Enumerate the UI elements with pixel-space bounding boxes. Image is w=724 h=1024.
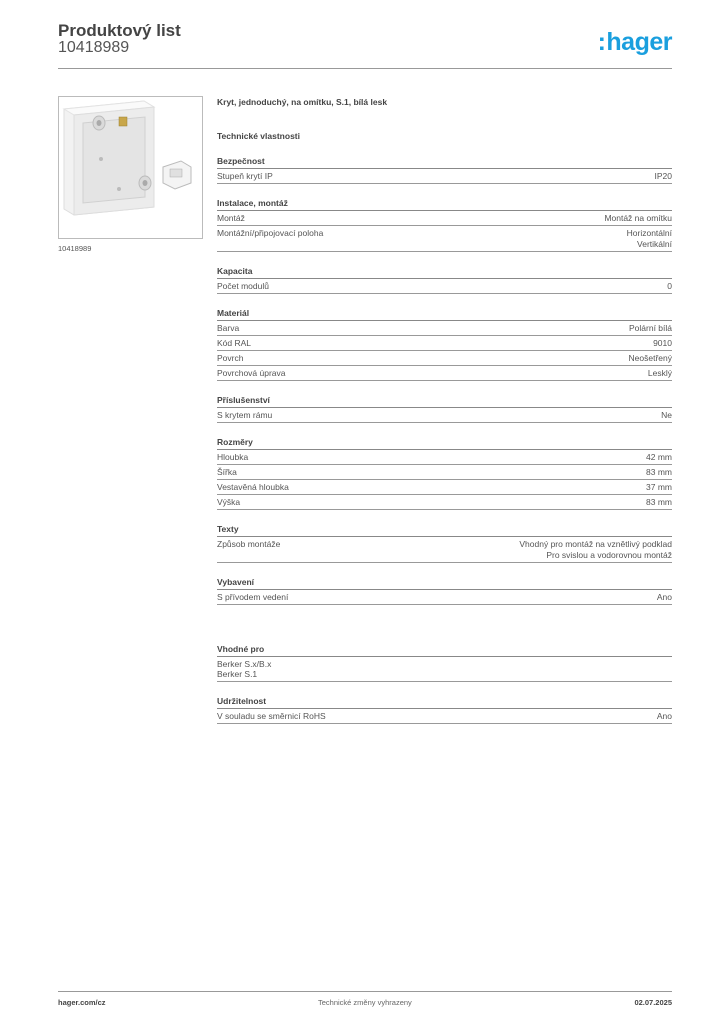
spec-label: V souladu se směrnicí RoHS: [217, 711, 326, 721]
suitable-item: Berker S.x/B.x: [217, 659, 272, 669]
spec-value: [653, 338, 672, 349]
spec-value: [661, 410, 672, 421]
spec-value-line: Ne: [661, 410, 672, 420]
spec-label: Povrchová úprava: [217, 368, 286, 378]
spec-value-line: Vhodný pro montáž na vznětlivý podklad: [519, 539, 672, 549]
spec-value-line: IP20: [654, 171, 672, 181]
spec-value: [657, 592, 672, 603]
product-details: [217, 96, 672, 724]
product-number: 10418989: [58, 39, 130, 56]
footer-date: 02.07.2025: [634, 998, 672, 1007]
spec-row: [217, 279, 672, 294]
spec-label: Způsob montáže: [217, 539, 281, 549]
spec-section: [217, 436, 672, 510]
spec-row: [217, 408, 672, 423]
section-title: Instalace, montáž: [217, 197, 672, 211]
product-description: Kryt, jednoduchý, na omítku, S.1, bílá lesk: [217, 97, 388, 107]
footer-note: Technické změny vyhrazeny: [318, 998, 412, 1007]
suitable-item: Berker S.1: [217, 669, 258, 679]
spec-value-line: Pro svislou a vodorovnou montáž: [546, 550, 672, 560]
section-title: Rozměry: [217, 436, 672, 450]
page-title: Produktový list: [58, 21, 181, 40]
spec-value: [646, 467, 672, 478]
spec-value: [519, 539, 672, 561]
spec-label: Stupeň krytí IP: [217, 171, 273, 181]
product-photo-icon: [59, 97, 202, 238]
spec-label: S přívodem vedení: [217, 592, 289, 602]
spec-row: [217, 211, 672, 226]
section-title: Kapacita: [217, 265, 672, 279]
spec-value-line: 83 mm: [646, 497, 672, 507]
spec-value: [646, 452, 672, 463]
spec-row: [217, 709, 672, 724]
section-title: Bezpečnost: [217, 155, 672, 169]
spec-value-line: 37 mm: [646, 482, 672, 492]
suitable-for-section: [217, 643, 672, 682]
suitable-list: [217, 657, 672, 682]
spec-value-line: 0: [667, 281, 672, 291]
spec-value: [655, 171, 673, 182]
footer-divider: [58, 991, 672, 992]
spec-section: [217, 197, 672, 252]
spec-value-line: Lesklý: [647, 368, 672, 378]
spec-label: Výška: [217, 497, 241, 507]
spec-value-line: 42 mm: [646, 452, 672, 462]
product-image: [58, 96, 203, 239]
spec-label: Montážní/připojovací poloha: [217, 228, 324, 238]
spec-section: [217, 155, 672, 184]
spec-value: [627, 228, 672, 250]
spec-row: [217, 321, 672, 336]
spec-label: Hloubka: [217, 452, 249, 462]
spec-row: [217, 537, 672, 563]
spec-value-line: Neošetřený: [628, 353, 672, 363]
spec-row: [217, 336, 672, 351]
header-divider: [58, 68, 672, 69]
spec-value-line: Ano: [656, 592, 672, 602]
spec-value: [646, 482, 672, 493]
section-title: Texty: [217, 523, 672, 537]
spec-sections: [217, 155, 672, 605]
spec-value-line: 9010: [653, 338, 672, 348]
section-title: Materiál: [217, 307, 672, 321]
spec-row: [217, 226, 672, 252]
image-caption: 10418989: [58, 244, 92, 253]
spec-value-line: Polární bílá: [629, 323, 672, 333]
spec-row: [217, 450, 672, 465]
spec-row: [217, 465, 672, 480]
spec-value-line: 83 mm: [646, 467, 672, 477]
spec-row: [217, 590, 672, 605]
technical-properties-heading: Technické vlastnosti: [217, 131, 300, 141]
spec-value-line: Horizontální: [626, 228, 672, 238]
spec-value-line: Vertikální: [637, 239, 672, 249]
section-title: Vybavení: [217, 576, 672, 590]
spec-row: [217, 480, 672, 495]
spec-label: Šířka: [217, 467, 237, 477]
spec-label: Barva: [217, 323, 240, 333]
spec-value: [667, 281, 672, 292]
spec-section: [217, 576, 672, 605]
section-title: Příslušenství: [217, 394, 672, 408]
spec-label: Počet modulů: [217, 281, 269, 291]
spec-section: [217, 394, 672, 423]
hager-logo: :hager: [597, 28, 672, 56]
footer-website: hager.com/cz: [58, 998, 106, 1007]
section-title: Vhodné pro: [217, 643, 672, 657]
spec-row: [217, 351, 672, 366]
spec-value: [657, 711, 672, 722]
spec-value: [629, 323, 672, 334]
spec-value: [646, 497, 672, 508]
spec-value: [648, 368, 672, 379]
spec-label: Montáž: [217, 213, 245, 223]
sustainability-section: [217, 695, 672, 724]
spec-label: Vestavěná hloubka: [217, 482, 289, 492]
spec-value-line: Montáž na omítku: [604, 213, 672, 223]
spec-row: [217, 366, 672, 381]
spec-label: Kód RAL: [217, 338, 252, 348]
spec-value-line: Ano: [656, 711, 672, 721]
spec-section: [217, 523, 672, 563]
spec-label: S krytem rámu: [217, 410, 273, 420]
spec-section: [217, 307, 672, 381]
logo-text: hager: [606, 28, 672, 56]
spec-row: [217, 495, 672, 510]
spec-value: [629, 353, 672, 364]
spec-row: [217, 169, 672, 184]
spec-label: Povrch: [217, 353, 244, 363]
spec-section: [217, 265, 672, 294]
spec-value: [604, 213, 672, 224]
section-title: Udržitelnost: [217, 695, 672, 709]
